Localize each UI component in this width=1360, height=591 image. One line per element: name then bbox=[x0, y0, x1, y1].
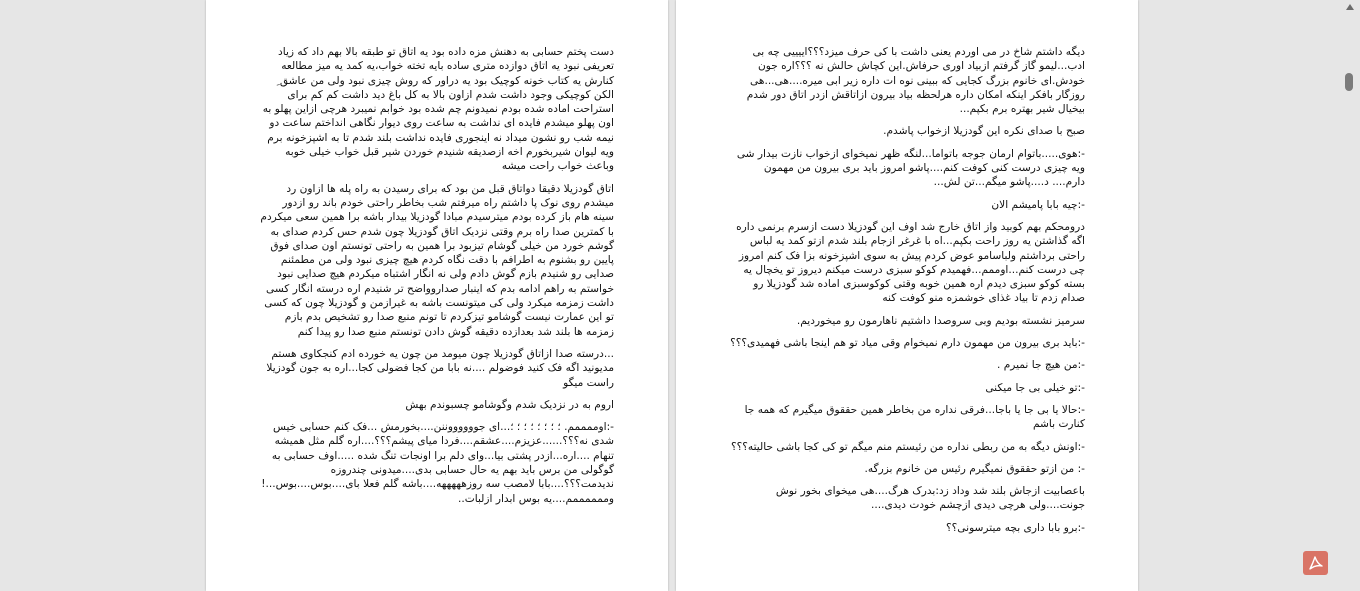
pdf-icon bbox=[1306, 554, 1325, 572]
paragraph: اروم به در نزدیک شدم وگوشامو چسبوندم بهش bbox=[405, 398, 614, 411]
paragraph: -:حالا یا بی جا یا باجا...فرقی نداره من بخاطر همین حققوق میگیرم که همه جا کنارت باشم bbox=[744, 403, 1085, 431]
page-text-column bbox=[260, 45, 614, 514]
document-page-left bbox=[206, 0, 668, 591]
paragraph: دست پختم حسابی به دهنش مزه داده بود یه اتاق تو طبقه بالا بهم داد که زیاد تعریفی نبود یه اتاق دوازده متری ساده بایه تخته خواب،یه کمد یه میز مطالعه کنارش یه کتاب خونه کوچیک بود یه دراور که روش چیزی نبود ولی من عاشق ِ الکن کوچیکی وجود داشت شدم ازاون بالا به کل باغ دید داشت کم کم برای استراحت اماده شده بودم نمیدونم چم شده بود خوابم نمیبرد هرچی ازاین پهلو به اون پهلو میشدم فایده ای نداشت به ساعت روی دیوار نگاهی انداختم ساعت دو نیمه شب رو نشون میداد نه اینجوری فایده نداشت بلند شدم تا به اشپزخونه برم ویه لیوان شیربخورم اخه ازصدیقه شنیدم خوردن شیر قبل خواب خیلی خوبه وباعث خواب راحت میشه bbox=[262, 46, 614, 173]
page-text-column bbox=[730, 45, 1085, 543]
scrollbar-thumb[interactable] bbox=[1345, 73, 1353, 91]
paragraph: صبح با صدای نکره این گودزیلا ازخواب پاشدم. bbox=[883, 125, 1085, 138]
paragraph: -:هوی.....باتوام ارمان جوجه باتواما...لنگه ظهر نمیخوای ازخواب نازت بیدار شی ویه چیزی درست کنی کوفت کنم....پاشو امروز باید بری بیرون من مهمون دارم.... د....پاشو میگم...تن لش... bbox=[736, 147, 1085, 189]
paragraph: -:من هیچ جا نمیرم . bbox=[996, 359, 1085, 372]
paragraph: -:اوممممم. ؛ ؛ ؛ ؛ ؛ ؛ ؛ ؛...ای جووووووننن....بخورمش ...فک کنم حسابی خیس شدی نه؟؟؟......عزیزم....عشقم....فردا میای پیشم؟؟؟....اره گلم مثل همیشه تنهام ....اره...ازدر پشتی بیا...وای دلم برا اونجات تنگ شده .....اوف حسابی به گوگولی من برس باید بهم یه حال حسابی بدی....میدونی چندروزه ندیدمت؟؟؟....بابا لامصب سه روزهههههه....باشه گلم فعلا بای....بوس....بوس...!وممممممم....یه بوس ابدار ازلبات.. bbox=[261, 421, 614, 505]
paragraph: -:باید بری بیرون من مهمون دارم نمیخوام وقی میاد تو هم اینجا باشی فهمیدی؟؟؟ bbox=[730, 337, 1085, 350]
paragraph: -:برو بابا داری بچه میترسونی؟؟ bbox=[946, 521, 1085, 534]
paragraph: درومحکم بهم کوبید واز اتاق خارج شد اوف این گودزیلا دست ازسرم برنمی داره اگه گذاشتن یه روز راحت بکپم...اه با غرغر ازجام بلند شدم ازتو کمد یه لباس راحتی برداشتم ولباسامو عوض کردم پیش به سوی اشپزخونه بزا فک کنم امروز چی درست کنم...اوممم...فهمیدم کوکو سبزی درست میکنم دیروز تو یخچال یه بسته کوکو سبزی دیدم اره همین خوبه وقتی کوکوسبزی اماده شد گودزیلا رو صدام زدم تا بیاد غذای خوشمزه منو کوفت کنه bbox=[736, 220, 1085, 305]
paragraph: سرمیز نشسته بودیم وبی سروصدا داشتیم ناهارمون رو میخوردیم. bbox=[796, 314, 1085, 327]
document-page-right bbox=[676, 0, 1138, 591]
paragraph: -:تو خیلی بی جا میکنی bbox=[985, 381, 1085, 394]
vertical-scrollbar[interactable] bbox=[1342, 0, 1358, 591]
paragraph: اتاق گودزیلا دقیقا دواتاق قبل من بود که برای رسیدن به راه پله ها ازاون رد میشدم روی نوک پا داشتم راه میرفتم شب بخاطر راحتی خودم باند رو ازدور سینه هام باز کرده بودم میترسیدم مبادا گودزیلا بیدار باشه برا همین سعی میکردم با کمترین صدا راه برم وقتی نزدیک اتاق گودزیلا چون شدم حس کردم صدای به گوشم خورد من خیلی گوشام تیزبود برا همین به راحتی تونستم اون صدای فوق پایین رو بشنوم به اطرافم با دقت نگاه کردم هیچ چیزی نبود ولی من مطمئنم صدایی رو شنیدم بازم گوش دادم ولی نه انگار اشتباه میکردم هیچ صدایی نبود خواستم به راهم ادامه بدم که اینبار صداروواضح تر شنیدم اره درسته انگار کسی داشت زمزمه میکرد ولی کی میتونست باشه به غیرازمن و گودزیلا چون که کسی تو این عمارت نیست گوشامو تیزکردم تا تونم منبع صدا رو تشخیص بدم بازم زمزمه ها بلند شد بعدازده دقیقه گوش دادن تونستم منبع صدا رو پیدا کنم bbox=[260, 182, 614, 338]
paragraph: باعصابیت ازجاش بلند شد وداد زد:بدرک هرگ....هی میخوای بخور نوش جونت....ولی هرچی دیدی ازچشم خودت دیدی.... bbox=[775, 485, 1085, 512]
paragraph: ...درسته صدا ازاتاق گودزیلا چون میومد من چون یه خورده ادم کنجکاوی هستم مدیونید اگه فک کنید فوضولم ....نه بابا من کجا فضولی کجا...اره به جون گودزیلا راست میگو bbox=[266, 347, 614, 389]
scroll-up-arrow-icon[interactable] bbox=[1346, 4, 1354, 10]
paragraph: دیگه داشتم شاخ در می اوردم یعنی داشت با کی حرف میزد؟؟؟اییییی چه بی ادب...لیمو گاز گرفتم ازبیاد اوری حرفاش.این کچاش حالش نه ؟؟؟اره جون خودش.ای خانوم بزرگ کجایی که ببینی نوه ات داره زیر ابی میره....هی...هی روزگار بافکر اینکه امکان داره هرلحظه بیاد بیرون ازاتاقش ازدر اتاق دور شدم بیخیال شیر بهتره برم بکپم... bbox=[746, 46, 1085, 116]
paragraph: -:چیه بابا پامیشم الان bbox=[991, 198, 1085, 211]
paragraph: -: من ازتو حققوق نمیگیرم رئیس من خانوم بزرگه. bbox=[864, 462, 1085, 475]
pdf-download-button[interactable] bbox=[1303, 551, 1328, 575]
paragraph: -:اونش دیگه به من ربطی نداره من رئیستم منم میگم تو کی کجا باشی حالیته؟؟؟ bbox=[731, 440, 1085, 453]
